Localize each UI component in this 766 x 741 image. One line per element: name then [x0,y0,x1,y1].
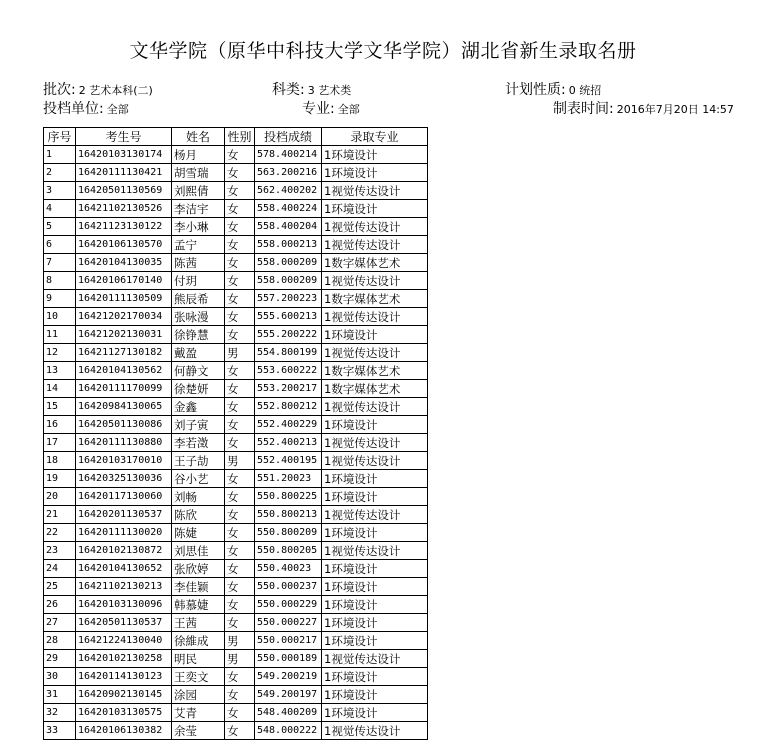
cell-index: 21 [44,506,76,524]
header-exam-id: 考生号 [76,128,172,146]
cell-exam-id: 16421224130040 [76,632,172,650]
plan-value: 0 统招 [568,84,602,97]
cell-gender: 女 [225,362,255,380]
cell-score: 558.000209 [255,254,322,272]
cell-name: 王茜 [172,614,225,632]
cell-index: 28 [44,632,76,650]
plan-field [505,79,601,99]
cell-name: 刘子寅 [172,416,225,434]
cell-score: 552.400213 [255,434,322,452]
cell-name: 徐楚妍 [172,380,225,398]
cell-name: 李洁宇 [172,200,225,218]
cell-score: 553.200217 [255,380,322,398]
cell-index: 27 [44,614,76,632]
table-row [44,398,428,416]
cell-exam-id: 16420103130174 [76,146,172,164]
cell-major: 1视觉传达设计 [322,344,428,362]
cell-exam-id: 16420501130086 [76,416,172,434]
cell-gender: 男 [225,650,255,668]
cell-name: 李佳颖 [172,578,225,596]
cell-name: 张欣婷 [172,560,225,578]
cell-gender: 女 [225,290,255,308]
cell-name: 张咏漫 [172,308,225,326]
cell-index: 17 [44,434,76,452]
cell-name: 陈茜 [172,254,225,272]
table-row [44,164,428,182]
cell-exam-id: 16421102130526 [76,200,172,218]
subject-value: 3 艺术类 [307,84,352,97]
cell-score: 578.400214 [255,146,322,164]
cell-name: 徐維成 [172,632,225,650]
cell-major: 1环境设计 [322,632,428,650]
table-row [44,146,428,164]
header-index: 序号 [44,128,76,146]
table-row [44,200,428,218]
cell-name: 刘思佳 [172,542,225,560]
subject-field [272,79,351,99]
cell-score: 552.400195 [255,452,322,470]
cell-index: 19 [44,470,76,488]
table-row [44,722,428,740]
table-row [44,344,428,362]
cell-gender: 女 [225,524,255,542]
unit-value: 全部 [106,103,129,116]
cell-score: 550.40023 [255,560,322,578]
cell-major: 1环境设计 [322,704,428,722]
cell-gender: 女 [225,596,255,614]
table-row [44,470,428,488]
cell-index: 22 [44,524,76,542]
cell-major: 1视觉传达设计 [322,236,428,254]
cell-gender: 男 [225,452,255,470]
cell-major: 1视觉传达设计 [322,506,428,524]
cell-index: 2 [44,164,76,182]
table-row [44,488,428,506]
cell-name: 付玥 [172,272,225,290]
cell-gender: 女 [225,380,255,398]
table-row [44,452,428,470]
cell-index: 9 [44,290,76,308]
cell-index: 13 [44,362,76,380]
table-row [44,578,428,596]
table-row [44,668,428,686]
cell-name: 孟宁 [172,236,225,254]
cell-exam-id: 16420902130145 [76,686,172,704]
cell-exam-id: 16420103170010 [76,452,172,470]
cell-score: 550.000229 [255,596,322,614]
table-row [44,632,428,650]
cell-index: 7 [44,254,76,272]
cell-name: 杨月 [172,146,225,164]
cell-major: 1环境设计 [322,470,428,488]
cell-exam-id: 16420111130880 [76,434,172,452]
table-row [44,542,428,560]
batch-label: 批次: [43,82,76,98]
cell-name: 陈欣 [172,506,225,524]
cell-major: 1视觉传达设计 [322,272,428,290]
header-score: 投档成绩 [255,128,322,146]
cell-name: 戴盈 [172,344,225,362]
cell-name: 刘熙倩 [172,182,225,200]
cell-name: 明民 [172,650,225,668]
cell-score: 548.400209 [255,704,322,722]
cell-score: 558.000213 [255,236,322,254]
cell-gender: 女 [225,470,255,488]
cell-index: 8 [44,272,76,290]
cell-exam-id: 16420104130652 [76,560,172,578]
cell-major: 1视觉传达设计 [322,218,428,236]
cell-exam-id: 16420325130036 [76,470,172,488]
cell-gender: 女 [225,398,255,416]
cell-score: 563.200216 [255,164,322,182]
header-major: 录取专业 [322,128,428,146]
cell-score: 549.200219 [255,668,322,686]
table-row [44,434,428,452]
page-title: 文华学院（原华中科技大学文华学院）湖北省新生录取名册 [129,40,637,62]
cell-major: 1环境设计 [322,668,428,686]
cell-name: 王子劼 [172,452,225,470]
cell-exam-id: 16420106170140 [76,272,172,290]
cell-major: 1数字媒体艺术 [322,290,428,308]
cell-major: 1环境设计 [322,146,428,164]
cell-name: 王奕文 [172,668,225,686]
cell-major: 1环境设计 [322,614,428,632]
subject-label: 科类: [272,82,305,98]
cell-gender: 女 [225,200,255,218]
cell-score: 550.000189 [255,650,322,668]
table-header-row [44,128,428,146]
cell-gender: 女 [225,218,255,236]
cell-index: 29 [44,650,76,668]
time-label: 制表时间: [553,101,614,117]
cell-name: 谷小艺 [172,470,225,488]
cell-score: 551.20023 [255,470,322,488]
admission-table [43,127,428,740]
batch-field [43,79,153,99]
time-field [553,98,734,118]
cell-major: 1环境设计 [322,560,428,578]
cell-gender: 女 [225,326,255,344]
cell-name: 陈婕 [172,524,225,542]
major-value: 全部 [337,103,360,116]
cell-index: 16 [44,416,76,434]
cell-index: 20 [44,488,76,506]
table-row [44,614,428,632]
cell-major: 1视觉传达设计 [322,650,428,668]
cell-major: 1视觉传达设计 [322,722,428,740]
cell-exam-id: 16420117130060 [76,488,172,506]
cell-score: 550.800205 [255,542,322,560]
cell-exam-id: 16421102130213 [76,578,172,596]
cell-index: 18 [44,452,76,470]
table-row [44,254,428,272]
cell-gender: 女 [225,434,255,452]
cell-major: 1环境设计 [322,686,428,704]
table-row [44,704,428,722]
cell-major: 1环境设计 [322,488,428,506]
cell-exam-id: 16420102130872 [76,542,172,560]
cell-major: 1环境设计 [322,416,428,434]
batch-value: 2 艺术本科(二) [78,84,153,97]
cell-score: 557.200223 [255,290,322,308]
cell-score: 550.800209 [255,524,322,542]
cell-exam-id: 16421202130031 [76,326,172,344]
cell-exam-id: 16420106130382 [76,722,172,740]
cell-index: 15 [44,398,76,416]
cell-exam-id: 16420111130509 [76,290,172,308]
cell-index: 31 [44,686,76,704]
cell-index: 5 [44,218,76,236]
cell-score: 550.000227 [255,614,322,632]
cell-index: 12 [44,344,76,362]
cell-score: 555.600213 [255,308,322,326]
cell-gender: 女 [225,236,255,254]
cell-exam-id: 16420111170099 [76,380,172,398]
cell-gender: 男 [225,344,255,362]
header-name: 姓名 [172,128,225,146]
cell-major: 1环境设计 [322,578,428,596]
cell-exam-id: 16420106130570 [76,236,172,254]
cell-name: 金鑫 [172,398,225,416]
cell-gender: 女 [225,668,255,686]
table-row [44,506,428,524]
cell-exam-id: 16421127130182 [76,344,172,362]
cell-score: 550.000217 [255,632,322,650]
cell-major: 1数字媒体艺术 [322,254,428,272]
table-body [44,146,428,740]
cell-gender: 女 [225,308,255,326]
cell-index: 6 [44,236,76,254]
cell-major: 1环境设计 [322,524,428,542]
plan-label: 计划性质: [505,82,566,98]
cell-index: 33 [44,722,76,740]
cell-major: 1视觉传达设计 [322,308,428,326]
cell-major: 1数字媒体艺术 [322,362,428,380]
cell-gender: 女 [225,164,255,182]
cell-name: 何静文 [172,362,225,380]
cell-gender: 女 [225,614,255,632]
cell-major: 1数字媒体艺术 [322,380,428,398]
cell-score: 555.200222 [255,326,322,344]
cell-exam-id: 16420103130096 [76,596,172,614]
cell-index: 4 [44,200,76,218]
major-field [302,98,360,118]
cell-index: 14 [44,380,76,398]
cell-exam-id: 16420111130020 [76,524,172,542]
cell-gender: 女 [225,704,255,722]
cell-score: 553.600222 [255,362,322,380]
cell-gender: 女 [225,542,255,560]
cell-major: 1视觉传达设计 [322,398,428,416]
cell-exam-id: 16420104130562 [76,362,172,380]
cell-index: 10 [44,308,76,326]
cell-exam-id: 16420103130575 [76,704,172,722]
cell-exam-id: 16421123130122 [76,218,172,236]
cell-score: 554.800199 [255,344,322,362]
table-row [44,218,428,236]
table-row [44,686,428,704]
table-row [44,362,428,380]
cell-score: 552.400229 [255,416,322,434]
cell-name: 余莹 [172,722,225,740]
table-row [44,326,428,344]
cell-score: 558.400224 [255,200,322,218]
cell-score: 548.000222 [255,722,322,740]
cell-index: 30 [44,668,76,686]
cell-exam-id: 16420104130035 [76,254,172,272]
table-row [44,290,428,308]
cell-gender: 女 [225,506,255,524]
cell-gender: 女 [225,182,255,200]
cell-score: 558.400204 [255,218,322,236]
cell-name: 李若澂 [172,434,225,452]
cell-exam-id: 16420201130537 [76,506,172,524]
cell-gender: 女 [225,416,255,434]
cell-index: 23 [44,542,76,560]
cell-exam-id: 16420501130569 [76,182,172,200]
cell-gender: 女 [225,146,255,164]
cell-score: 552.800212 [255,398,322,416]
cell-gender: 女 [225,560,255,578]
time-value: 2016年7月20日 14:57 [616,103,734,116]
cell-major: 1环境设计 [322,326,428,344]
cell-name: 刘畅 [172,488,225,506]
cell-name: 徐铮慧 [172,326,225,344]
cell-exam-id: 16420114130123 [76,668,172,686]
cell-index: 11 [44,326,76,344]
cell-score: 562.400202 [255,182,322,200]
cell-score: 550.800225 [255,488,322,506]
cell-gender: 女 [225,686,255,704]
cell-name: 李小琳 [172,218,225,236]
cell-major: 1视觉传达设计 [322,434,428,452]
cell-name: 熊辰希 [172,290,225,308]
cell-index: 3 [44,182,76,200]
header-gender: 性别 [225,128,255,146]
cell-score: 558.000209 [255,272,322,290]
cell-index: 24 [44,560,76,578]
cell-gender: 女 [225,488,255,506]
cell-name: 胡雪瑞 [172,164,225,182]
cell-score: 550.800213 [255,506,322,524]
cell-major: 1环境设计 [322,200,428,218]
cell-gender: 女 [225,272,255,290]
table-row [44,182,428,200]
table-row [44,308,428,326]
table-row [44,416,428,434]
table-row [44,524,428,542]
cell-major: 1环境设计 [322,164,428,182]
cell-index: 26 [44,596,76,614]
cell-major: 1视觉传达设计 [322,182,428,200]
table-row [44,560,428,578]
major-label: 专业: [302,101,335,117]
cell-exam-id: 16420111130421 [76,164,172,182]
table-row [44,272,428,290]
cell-major: 1视觉传达设计 [322,542,428,560]
table-row [44,650,428,668]
table-row [44,596,428,614]
cell-major: 1视觉传达设计 [322,452,428,470]
cell-index: 25 [44,578,76,596]
unit-label: 投档单位: [43,101,104,117]
cell-index: 32 [44,704,76,722]
cell-name: 艾青 [172,704,225,722]
cell-name: 韩慕婕 [172,596,225,614]
cell-gender: 女 [225,722,255,740]
cell-name: 涂园 [172,686,225,704]
cell-index: 1 [44,146,76,164]
cell-exam-id: 16420102130258 [76,650,172,668]
table-row [44,236,428,254]
cell-score: 549.200197 [255,686,322,704]
cell-gender: 男 [225,632,255,650]
cell-exam-id: 16420501130537 [76,614,172,632]
cell-gender: 女 [225,254,255,272]
cell-score: 550.000237 [255,578,322,596]
cell-gender: 女 [225,578,255,596]
table-row [44,380,428,398]
cell-exam-id: 16420984130065 [76,398,172,416]
cell-major: 1环境设计 [322,596,428,614]
unit-field [43,98,129,118]
cell-exam-id: 16421202170034 [76,308,172,326]
